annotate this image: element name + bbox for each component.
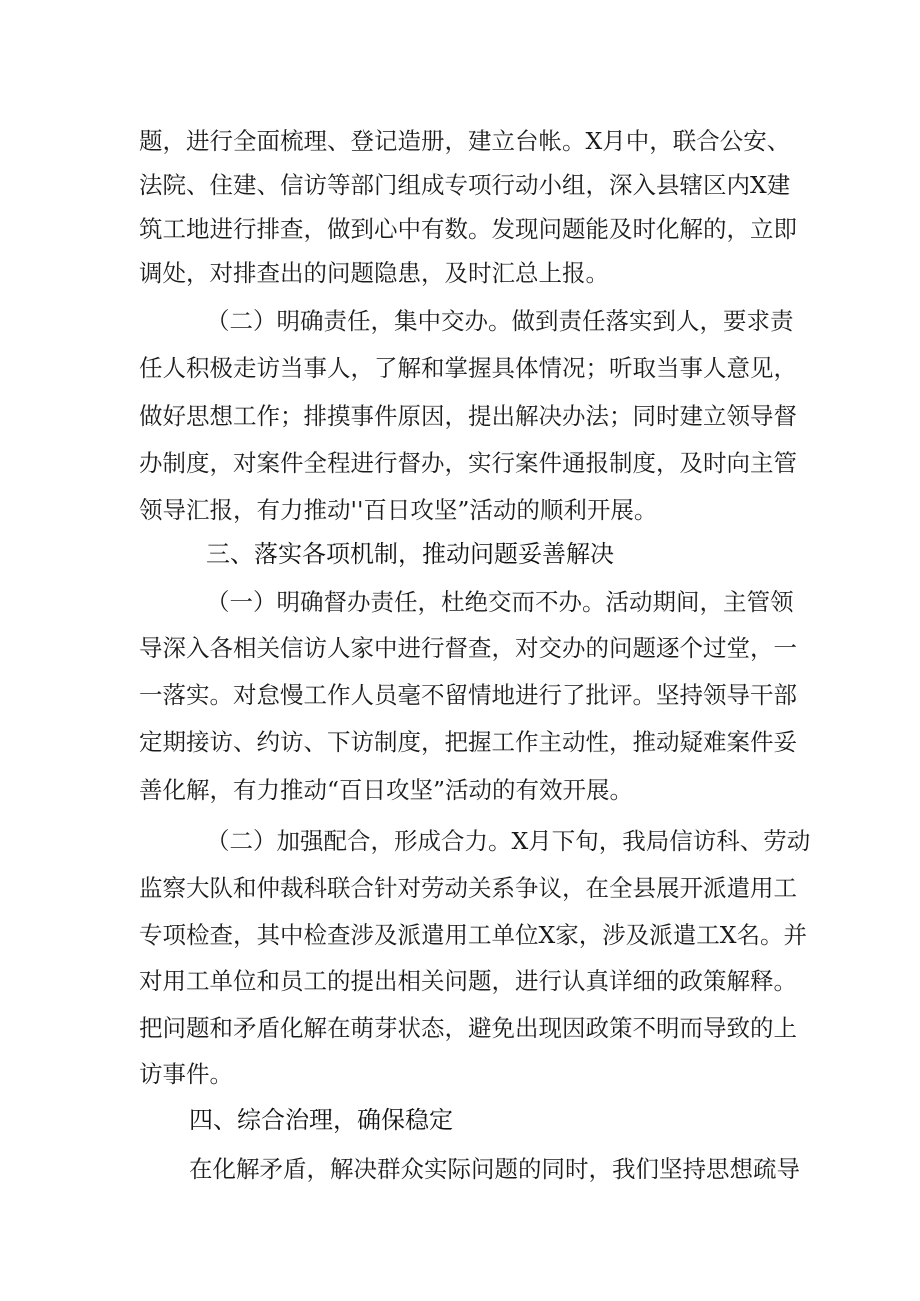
paragraph-line: 筑工地进行排查，做到心中有数。发现问题能及时化解的，立即 (139, 215, 797, 243)
paragraph-line: 定期接访、约访、下访制度，把握工作主动性，推动疑难案件妥 (139, 728, 797, 756)
paragraph-line: 在化解矛盾，解决群众实际问题的同时，我们坚持思想疏导 (189, 1155, 800, 1183)
paragraph-line: 监察大队和仲裁科联合针对劳动关系争议，在全县展开派遣用工 (139, 874, 797, 902)
paragraph-line: （一）明确督办责任，杜绝交而不办。活动期间，主管领 (206, 588, 794, 616)
section-heading: 四、综合治理，确保稳定 (189, 1106, 453, 1134)
paragraph-line: 做好思想工作；排摸事件原因，提出解决办法；同时建立领导督 (139, 402, 797, 430)
paragraph-line: 题，进行全面梳理、登记造册，建立台帐。X月中，联合公安、 (139, 127, 791, 155)
paragraph-line: 对用工单位和员工的提出相关问题，进行认真详细的政策解释。 (139, 967, 797, 995)
paragraph-line: 办制度，对案件全程进行督办，实行案件通报制度，及时向主管 (139, 449, 797, 477)
paragraph-line: 访事件。 (139, 1060, 233, 1088)
paragraph-line: （二）加强配合，形成合力。X月下旬，我局信访科、劳动 (206, 827, 811, 855)
paragraph-line: 法院、住建、信访等部门组成专项行动小组，深入县辖区内X建 (139, 171, 791, 199)
paragraph-line: 调处，对排查出的问题隐患，及时汇总上报。 (139, 259, 609, 287)
paragraph-line: 专项检查，其中检查涉及派遣用工单位X家，涉及派遣工X名。并 (139, 921, 807, 949)
paragraph-line: 任人积极走访当事人，了解和掌握具体情况；听取当事人意见， (139, 354, 797, 382)
paragraph-line: 导深入各相关信访人家中进行督查，对交办的问题逐个过堂，一 (139, 634, 797, 662)
paragraph-line: 善化解，有力推动“百日攻坚”活动的有效开展。 (139, 776, 634, 804)
paragraph-line: 领导汇报，有力推动''百日攻坚”活动的顺利开展。 (139, 496, 658, 524)
paragraph-line: 一落实。对怠慢工作人员毫不留情地进行了批评。坚持领导干部 (139, 681, 797, 709)
paragraph-line: （二）明确责任，集中交办。做到责任落实到人，要求责 (206, 307, 794, 335)
paragraph-line: 把问题和矛盾化解在萌芽状态，避免出现因政策不明而导致的上 (139, 1014, 797, 1042)
section-heading: 三、落实各项机制，推动问题妥善解决 (206, 540, 614, 568)
